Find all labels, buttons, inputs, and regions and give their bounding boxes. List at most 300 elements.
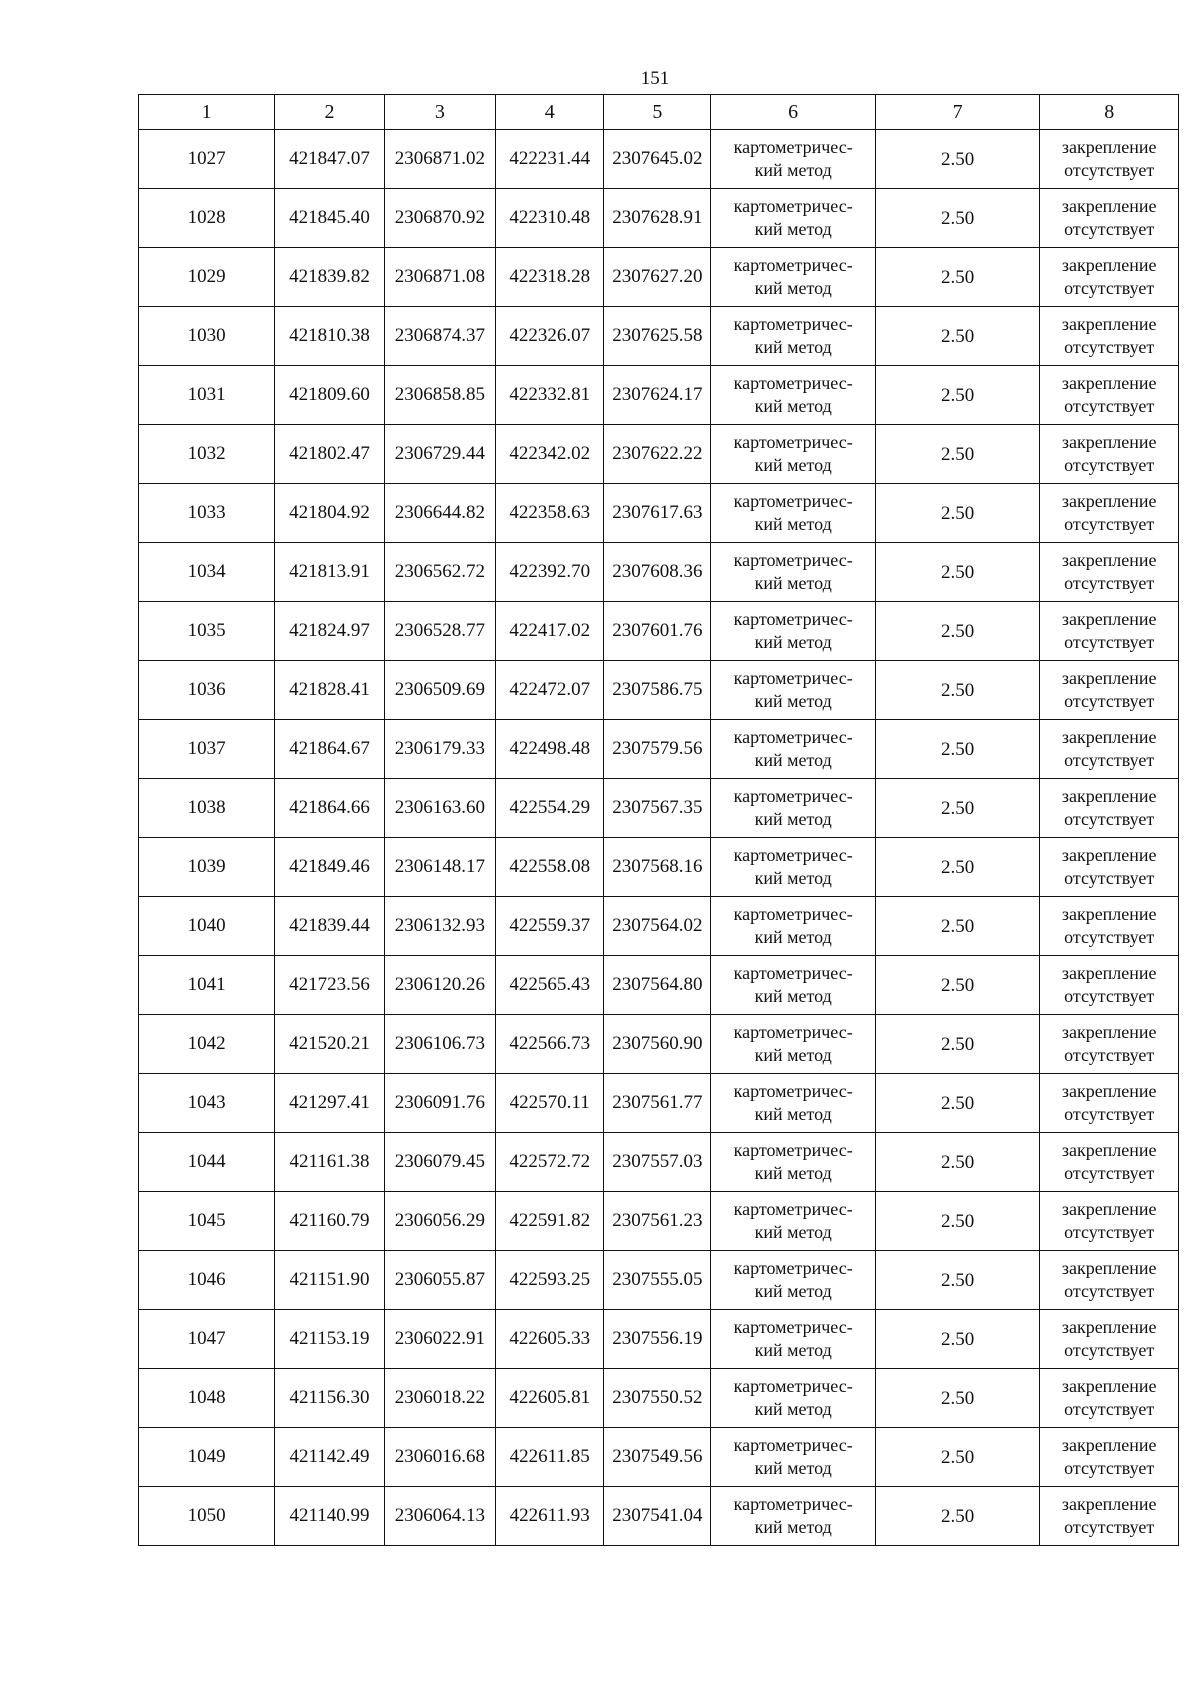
coordinate-cell: 421849.46 (275, 838, 384, 897)
accuracy-cell: 2.50 (875, 543, 1039, 602)
table-row (139, 425, 1179, 484)
coordinate-cell: 422591.82 (496, 1192, 604, 1251)
coordinate-cell: 421153.19 (275, 1310, 384, 1369)
coordinate-cell: 2307561.23 (604, 1192, 711, 1251)
method-cell (711, 1015, 875, 1074)
table-row (139, 248, 1179, 307)
coordinate-cell: 422593.25 (496, 1251, 604, 1310)
coordinate-cell: 2307568.16 (604, 838, 711, 897)
status-text: отсутствует (1064, 1458, 1155, 1478)
table-row (139, 720, 1179, 779)
method-text: картометричес- (733, 845, 853, 865)
method-cell (711, 1133, 875, 1192)
coordinate-cell: 422611.93 (496, 1487, 604, 1546)
point-number-cell: 1046 (139, 1251, 275, 1310)
method-text: картометричес- (733, 373, 853, 393)
coordinate-cell: 422605.33 (496, 1310, 604, 1369)
status-text: закрепление (1061, 845, 1157, 865)
status-text: закрепление (1061, 1199, 1157, 1219)
status-text: закрепление (1061, 1258, 1157, 1278)
status-text: отсутствует (1064, 1340, 1155, 1360)
coordinate-cell: 2306562.72 (384, 543, 495, 602)
table-row (139, 838, 1179, 897)
method-text: кий метод (754, 160, 832, 180)
fixing-status-cell (1040, 779, 1179, 838)
fixing-status-cell (1040, 956, 1179, 1015)
point-number-cell: 1036 (139, 661, 275, 720)
method-text: картометричес- (733, 137, 853, 157)
point-number-cell: 1044 (139, 1133, 275, 1192)
accuracy-cell: 2.50 (875, 248, 1039, 307)
method-text: кий метод (754, 927, 832, 947)
status-text: закрепление (1061, 432, 1157, 452)
coordinate-cell: 421864.67 (275, 720, 384, 779)
fixing-status-cell (1040, 1015, 1179, 1074)
column-header: 3 (384, 95, 495, 130)
accuracy-cell: 2.50 (875, 1487, 1039, 1546)
table-row (139, 543, 1179, 602)
column-header: 1 (139, 95, 275, 130)
status-text: закрепление (1061, 491, 1157, 511)
method-text: кий метод (754, 1458, 832, 1478)
table-row (139, 602, 1179, 661)
method-text: кий метод (754, 396, 832, 416)
method-text: кий метод (754, 1340, 832, 1360)
accuracy-cell: 2.50 (875, 1369, 1039, 1428)
coordinate-cell: 422358.63 (496, 484, 604, 543)
method-cell (711, 897, 875, 956)
method-cell (711, 425, 875, 484)
table-row (139, 130, 1179, 189)
method-text: картометричес- (733, 904, 853, 924)
method-cell (711, 366, 875, 425)
method-text: кий метод (754, 219, 832, 239)
table-row (139, 1074, 1179, 1133)
method-text: кий метод (754, 573, 832, 593)
status-text: отсутствует (1064, 1281, 1155, 1301)
point-number-cell: 1031 (139, 366, 275, 425)
method-text: картометричес- (733, 963, 853, 983)
method-text: кий метод (754, 868, 832, 888)
coordinate-cell: 422417.02 (496, 602, 604, 661)
fixing-status-cell (1040, 307, 1179, 366)
fixing-status-cell (1040, 425, 1179, 484)
fixing-status-cell (1040, 543, 1179, 602)
method-text: кий метод (754, 809, 832, 829)
coordinate-cell: 422611.85 (496, 1428, 604, 1487)
coordinate-cell: 2307557.03 (604, 1133, 711, 1192)
method-text: картометричес- (733, 1376, 853, 1396)
method-cell (711, 189, 875, 248)
method-cell (711, 484, 875, 543)
status-text: отсутствует (1064, 750, 1155, 770)
coordinate-cell: 2306022.91 (384, 1310, 495, 1369)
coordinate-cell: 2306018.22 (384, 1369, 495, 1428)
coordinate-cell: 422559.37 (496, 897, 604, 956)
method-cell (711, 1369, 875, 1428)
table-body (139, 130, 1179, 1546)
accuracy-cell: 2.50 (875, 307, 1039, 366)
column-header: 4 (496, 95, 604, 130)
fixing-status-cell (1040, 1428, 1179, 1487)
coordinate-cell: 422605.81 (496, 1369, 604, 1428)
accuracy-cell: 2.50 (875, 425, 1039, 484)
point-number-cell: 1034 (139, 543, 275, 602)
column-header: 2 (275, 95, 384, 130)
coordinate-cell: 422566.73 (496, 1015, 604, 1074)
fixing-status-cell (1040, 1251, 1179, 1310)
method-text: кий метод (754, 1104, 832, 1124)
coordinate-cell: 421828.41 (275, 661, 384, 720)
coordinate-cell: 422570.11 (496, 1074, 604, 1133)
status-text: отсутствует (1064, 1104, 1155, 1124)
table-row (139, 1428, 1179, 1487)
coordinate-cell: 421161.38 (275, 1133, 384, 1192)
coordinate-cell: 421804.92 (275, 484, 384, 543)
table-row (139, 956, 1179, 1015)
fixing-status-cell (1040, 720, 1179, 779)
coordinate-cell: 2307601.76 (604, 602, 711, 661)
method-text: кий метод (754, 1281, 832, 1301)
method-cell (711, 602, 875, 661)
status-text: закрепление (1061, 668, 1157, 688)
method-cell (711, 543, 875, 602)
accuracy-cell: 2.50 (875, 1074, 1039, 1133)
coordinate-cell: 421723.56 (275, 956, 384, 1015)
table-row (139, 1310, 1179, 1369)
coordinate-cell: 2306148.17 (384, 838, 495, 897)
table-row (139, 779, 1179, 838)
method-text: кий метод (754, 1163, 832, 1183)
status-text: закрепление (1061, 1022, 1157, 1042)
fixing-status-cell (1040, 1487, 1179, 1546)
coordinate-cell: 2306871.08 (384, 248, 495, 307)
status-text: закрепление (1061, 1317, 1157, 1337)
coordinate-cell: 2307617.63 (604, 484, 711, 543)
method-text: картометричес- (733, 255, 853, 275)
table-row (139, 661, 1179, 720)
coordinate-cell: 2306106.73 (384, 1015, 495, 1074)
status-text: закрепление (1061, 196, 1157, 216)
status-text: закрепление (1061, 550, 1157, 570)
coordinate-cell: 422554.29 (496, 779, 604, 838)
status-text: отсутствует (1064, 278, 1155, 298)
method-text: картометричес- (733, 550, 853, 570)
coordinate-cell: 2306120.26 (384, 956, 495, 1015)
coordinate-cell: 2307564.80 (604, 956, 711, 1015)
coordinate-cell: 2306055.87 (384, 1251, 495, 1310)
status-text: отсутствует (1064, 868, 1155, 888)
point-number-cell: 1047 (139, 1310, 275, 1369)
table-row (139, 307, 1179, 366)
accuracy-cell: 2.50 (875, 720, 1039, 779)
coordinate-cell: 421847.07 (275, 130, 384, 189)
table-row (139, 366, 1179, 425)
fixing-status-cell (1040, 189, 1179, 248)
accuracy-cell: 2.50 (875, 1310, 1039, 1369)
method-text: картометричес- (733, 1081, 853, 1101)
method-text: картометричес- (733, 727, 853, 747)
accuracy-cell: 2.50 (875, 366, 1039, 425)
status-text: отсутствует (1064, 1222, 1155, 1242)
point-number-cell: 1037 (139, 720, 275, 779)
fixing-status-cell (1040, 602, 1179, 661)
coordinate-cell: 422472.07 (496, 661, 604, 720)
point-number-cell: 1028 (139, 189, 275, 248)
method-cell (711, 1310, 875, 1369)
accuracy-cell: 2.50 (875, 661, 1039, 720)
method-text: кий метод (754, 1517, 832, 1537)
method-cell (711, 1428, 875, 1487)
method-cell (711, 661, 875, 720)
fixing-status-cell (1040, 838, 1179, 897)
coordinate-cell: 2306079.45 (384, 1133, 495, 1192)
coordinate-cell: 421809.60 (275, 366, 384, 425)
status-text: отсутствует (1064, 396, 1155, 416)
coordinate-cell: 421520.21 (275, 1015, 384, 1074)
table-row (139, 484, 1179, 543)
coordinate-cell: 2307550.52 (604, 1369, 711, 1428)
status-text: отсутствует (1064, 337, 1155, 357)
accuracy-cell: 2.50 (875, 1251, 1039, 1310)
accuracy-cell: 2.50 (875, 897, 1039, 956)
method-text: картометричес- (733, 1494, 853, 1514)
status-text: отсутствует (1064, 514, 1155, 534)
point-number-cell: 1040 (139, 897, 275, 956)
coordinate-cell: 2306871.02 (384, 130, 495, 189)
point-number-cell: 1048 (139, 1369, 275, 1428)
fixing-status-cell (1040, 661, 1179, 720)
coordinate-cell: 422565.43 (496, 956, 604, 1015)
method-text: кий метод (754, 337, 832, 357)
coordinate-cell: 2306132.93 (384, 897, 495, 956)
coordinate-cell: 2306163.60 (384, 779, 495, 838)
coordinate-cell: 2306509.69 (384, 661, 495, 720)
status-text: закрепление (1061, 137, 1157, 157)
point-number-cell: 1039 (139, 838, 275, 897)
method-cell (711, 1074, 875, 1133)
coordinate-cell: 2307627.20 (604, 248, 711, 307)
coordinate-cell: 421151.90 (275, 1251, 384, 1310)
method-text: кий метод (754, 1399, 832, 1419)
point-number-cell: 1045 (139, 1192, 275, 1251)
point-number-cell: 1032 (139, 425, 275, 484)
method-text: картометричес- (733, 1317, 853, 1337)
status-text: отсутствует (1064, 632, 1155, 652)
table-row (139, 897, 1179, 956)
coordinate-cell: 2306729.44 (384, 425, 495, 484)
coordinate-cell: 421160.79 (275, 1192, 384, 1251)
coordinate-cell: 422572.72 (496, 1133, 604, 1192)
method-text: кий метод (754, 1222, 832, 1242)
coordinate-cell: 421810.38 (275, 307, 384, 366)
method-cell (711, 1251, 875, 1310)
fixing-status-cell (1040, 1192, 1179, 1251)
status-text: отсутствует (1064, 986, 1155, 1006)
coordinate-cell: 421813.91 (275, 543, 384, 602)
method-cell (711, 307, 875, 366)
coordinate-cell: 2306016.68 (384, 1428, 495, 1487)
table-row (139, 1192, 1179, 1251)
column-header: 7 (875, 95, 1039, 130)
status-text: закрепление (1061, 904, 1157, 924)
accuracy-cell: 2.50 (875, 1015, 1039, 1074)
method-text: картометричес- (733, 609, 853, 629)
point-number-cell: 1041 (139, 956, 275, 1015)
coordinate-cell: 2307628.91 (604, 189, 711, 248)
method-cell (711, 720, 875, 779)
method-text: картометричес- (733, 1258, 853, 1278)
table-row (139, 1251, 1179, 1310)
coordinate-cell: 421140.99 (275, 1487, 384, 1546)
coordinate-cell: 2307541.04 (604, 1487, 711, 1546)
page-number: 151 (640, 68, 670, 89)
status-text: закрепление (1061, 1376, 1157, 1396)
point-number-cell: 1027 (139, 130, 275, 189)
coordinate-cell: 2307622.22 (604, 425, 711, 484)
status-text: закрепление (1061, 1140, 1157, 1160)
status-text: отсутствует (1064, 927, 1155, 947)
coordinate-cell: 2307579.56 (604, 720, 711, 779)
status-text: закрепление (1061, 1081, 1157, 1101)
method-text: кий метод (754, 691, 832, 711)
status-text: закрепление (1061, 1435, 1157, 1455)
column-header: 6 (711, 95, 875, 130)
coordinate-cell: 2307567.35 (604, 779, 711, 838)
accuracy-cell: 2.50 (875, 189, 1039, 248)
method-cell (711, 838, 875, 897)
method-cell (711, 130, 875, 189)
method-text: кий метод (754, 1045, 832, 1065)
status-text: закрепление (1061, 609, 1157, 629)
coordinate-cell: 2307645.02 (604, 130, 711, 189)
method-cell (711, 248, 875, 307)
coordinate-cell: 422392.70 (496, 543, 604, 602)
coordinate-cell: 2307560.90 (604, 1015, 711, 1074)
point-number-cell: 1050 (139, 1487, 275, 1546)
coordinate-cell: 2306064.13 (384, 1487, 495, 1546)
fixing-status-cell (1040, 248, 1179, 307)
table-row (139, 1015, 1179, 1074)
coordinate-cell: 2306874.37 (384, 307, 495, 366)
method-text: кий метод (754, 455, 832, 475)
coordinate-cell: 2306858.85 (384, 366, 495, 425)
coordinate-cell: 421297.41 (275, 1074, 384, 1133)
accuracy-cell: 2.50 (875, 779, 1039, 838)
fixing-status-cell (1040, 484, 1179, 543)
table-row (139, 189, 1179, 248)
coordinate-cell: 422558.08 (496, 838, 604, 897)
coordinate-cell: 421839.82 (275, 248, 384, 307)
point-number-cell: 1038 (139, 779, 275, 838)
status-text: отсутствует (1064, 160, 1155, 180)
status-text: отсутствует (1064, 1517, 1155, 1537)
coordinates-table-wrapper (138, 94, 1179, 1546)
status-text: закрепление (1061, 373, 1157, 393)
coordinate-cell: 2307608.36 (604, 543, 711, 602)
coordinate-cell: 421845.40 (275, 189, 384, 248)
method-text: картометричес- (733, 314, 853, 334)
table-row (139, 1133, 1179, 1192)
coordinate-cell: 2307586.75 (604, 661, 711, 720)
coordinate-cell: 2307549.56 (604, 1428, 711, 1487)
coordinate-cell: 2306644.82 (384, 484, 495, 543)
coordinate-cell: 2307555.05 (604, 1251, 711, 1310)
method-text: картометричес- (733, 1140, 853, 1160)
coordinate-cell: 2307556.19 (604, 1310, 711, 1369)
coordinate-cell: 421142.49 (275, 1428, 384, 1487)
point-number-cell: 1035 (139, 602, 275, 661)
coordinate-cell: 422342.02 (496, 425, 604, 484)
method-cell (711, 779, 875, 838)
coordinate-cell: 2306179.33 (384, 720, 495, 779)
status-text: отсутствует (1064, 809, 1155, 829)
method-text: картометричес- (733, 432, 853, 452)
coordinate-cell: 421839.44 (275, 897, 384, 956)
method-text: кий метод (754, 632, 832, 652)
status-text: закрепление (1061, 255, 1157, 275)
accuracy-cell: 2.50 (875, 602, 1039, 661)
accuracy-cell: 2.50 (875, 1428, 1039, 1487)
method-text: картометричес- (733, 668, 853, 688)
point-number-cell: 1049 (139, 1428, 275, 1487)
accuracy-cell: 2.50 (875, 484, 1039, 543)
accuracy-cell: 2.50 (875, 838, 1039, 897)
status-text: закрепление (1061, 963, 1157, 983)
accuracy-cell: 2.50 (875, 1192, 1039, 1251)
method-text: картометричес- (733, 1435, 853, 1455)
method-text: картометричес- (733, 1022, 853, 1042)
coordinate-cell: 2307625.58 (604, 307, 711, 366)
table-header-row (139, 95, 1179, 130)
point-number-cell: 1042 (139, 1015, 275, 1074)
status-text: закрепление (1061, 727, 1157, 747)
accuracy-cell: 2.50 (875, 1133, 1039, 1192)
coordinate-cell: 2307624.17 (604, 366, 711, 425)
status-text: отсутствует (1064, 455, 1155, 475)
method-cell (711, 1192, 875, 1251)
fixing-status-cell (1040, 1133, 1179, 1192)
coordinate-cell: 2306870.92 (384, 189, 495, 248)
status-text: отсутствует (1064, 1399, 1155, 1419)
method-text: кий метод (754, 986, 832, 1006)
status-text: закрепление (1061, 786, 1157, 806)
status-text: отсутствует (1064, 1045, 1155, 1065)
method-text: кий метод (754, 750, 832, 770)
coordinate-cell: 2307564.02 (604, 897, 711, 956)
column-header: 8 (1040, 95, 1179, 130)
coordinate-cell: 421802.47 (275, 425, 384, 484)
coordinate-cell: 422310.48 (496, 189, 604, 248)
table-row (139, 1487, 1179, 1546)
point-number-cell: 1029 (139, 248, 275, 307)
method-text: картометричес- (733, 491, 853, 511)
table-row (139, 1369, 1179, 1428)
fixing-status-cell (1040, 1074, 1179, 1133)
coordinate-cell: 2306091.76 (384, 1074, 495, 1133)
coordinate-cell: 421864.66 (275, 779, 384, 838)
coordinate-cell: 422332.81 (496, 366, 604, 425)
fixing-status-cell (1040, 1369, 1179, 1428)
method-cell (711, 956, 875, 1015)
method-text: картометричес- (733, 196, 853, 216)
accuracy-cell: 2.50 (875, 956, 1039, 1015)
point-number-cell: 1043 (139, 1074, 275, 1133)
coordinate-cell: 2306056.29 (384, 1192, 495, 1251)
column-header: 5 (604, 95, 711, 130)
method-text: картометричес- (733, 1199, 853, 1219)
fixing-status-cell (1040, 130, 1179, 189)
